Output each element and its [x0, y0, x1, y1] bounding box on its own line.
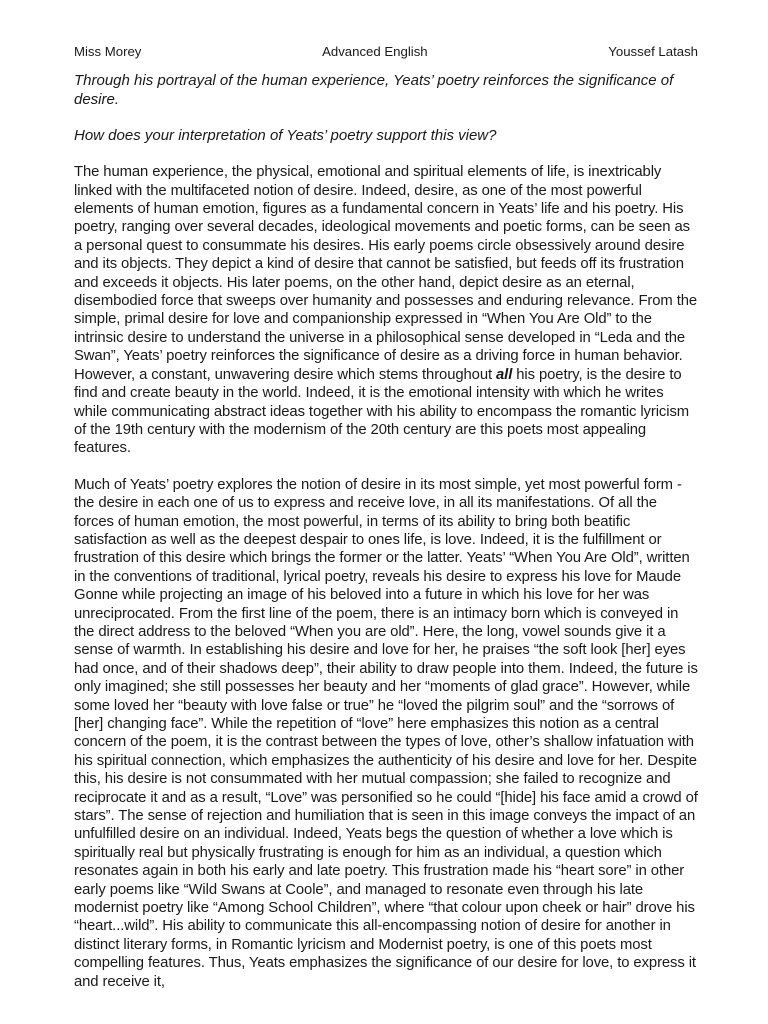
paragraph-1-part-b: his poetry, is the desire to find and create beauty in the world. Indeed, it is the emotional intensity with which he writes while communicating abstract ideas together with his ability to encompass the romantic lyricism of the 19th century with the modernism of the 20th century are this poets most appealing features. — [74, 366, 690, 457]
teacher-name: Miss Morey — [74, 44, 142, 59]
paragraph-2: Much of Yeats’ poetry explores the notion of desire in its most simple, yet most powerful form - the desire in each one of us to express and receive love, in all its manifestations. Of all the forces of human emotion, the most powerful, in terms of its ability to bring both beatific satisfaction as well as the deepest despair to ones life, is love. Indeed, it is the fulfillment or frustration of this desire which brings the former or the latter. Yeats’ “When You Are Old”, written in the conventions of traditional, lyrical poetry, reveals his desire to express his love for Maude Gonne while projecting an image of his beloved into a future in which his love for her was unreciprocated. From the first line of the poem, there is an intimacy born which is conveyed in the direct address to the beloved “When you are old”. Here, the long, vowel sounds give it a sense of warmth. In establishing his desire and love for her, he praises “the soft look [her] eyes had once, and of their shadows deep”, their ability to draw people into them. Indeed, the future is only imagined; she still possesses her beauty and her “moments of glad grace”. However, while some loved her “beauty with love false or true” he “loved the pilgrim soul” and the “sorrows of [her] changing face”. While the repetition of “love” here emphasizes this notion as a central concern of the poem, it is the contrast between the types of love, other’s shallow infatuation with his spiritual connection, which emphasizes the authenticity of his desire and love for her. Despite this, his desire is not consummated with her mutual compassion; she failed to recognize and reciprocate it and as a result, “Love” was personified so he could “[hide] his face amid a crowd of stars”. The sense of rejection and humiliation that is seen in this image conveys the impact of an unfulfilled desire on an individual. Indeed, Yeats begs the question of whether a love which is spiritually real but physically frustrating is enough for him as an individual, a question which resonates again in both his early and late poetry. This frustration made his “heart sore” in other early poems like “Wild Swans at Coole”, and managed to resonate even through his late modernist poetry like “Among School Children”, where “that colour upon cheek or hair” drove his “heart...wild”. His ability to communicate this all-encompassing notion of desire for another in distinct literary forms, in Romantic lyricism and Modernist poetry, is one of this poets most compelling features. Thus, Yeats emphasizes the significance of our desire for love, to express it and receive it, — [74, 476, 698, 990]
page-header — [74, 42, 698, 62]
essay-page — [74, 42, 698, 1009]
essay-statement: Through his portrayal of the human experience, Yeats’ poetry reinforces the significance of desire. — [74, 72, 674, 109]
course-name: Advanced English — [322, 44, 428, 59]
paragraph-1 — [74, 163, 698, 458]
essay-question: How does your interpretation of Yeats’ poetry support this view? — [74, 126, 497, 144]
student-name: Youssef Latash — [608, 44, 698, 59]
emphasis-all: all — [496, 366, 513, 383]
paragraph-1-part-a: The human experience, the physical, emotional and spiritual elements of life, is inextricably linked with the multifaceted notion of desire. Indeed, desire, as one of the most powerful elements of human emotion, figures as a fundamental concern in Yeats’ life and his poetry. His poetry, ranging over several decades, ideological movements and poetic forms, can be seen as a personal quest to consummate his desires. His early poems circle obsessively around desire and its objects. They depict a kind of desire that cannot be satisfied, but feeds off its frustration and exceeds it objects. His later poems, on the other hand, depict desire as an eternal, disembodied force that sweeps over humanity and possesses and enduring relevance. From the simple, primal desire for love and companionship expressed in “When You Are Old” to the intrinsic desire to understand the universe in a philosophical sense developed in “Leda and the Swan”, Yeats’ poetry reinforces the significance of desire as a driving force in human behavior. However, a constant, unwavering desire which stems throughout — [74, 164, 698, 383]
